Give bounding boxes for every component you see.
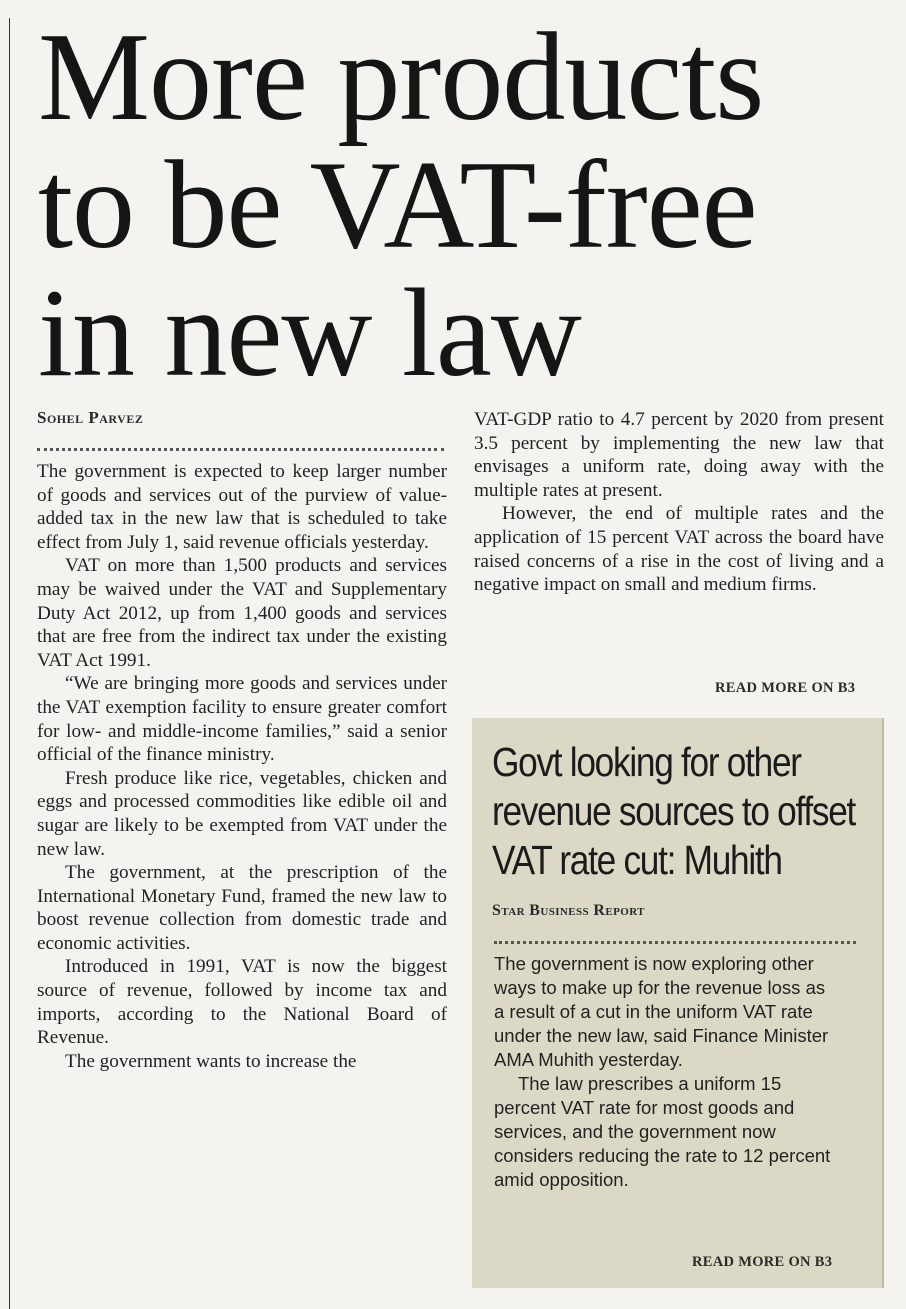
article-byline: Sohel Parvez bbox=[37, 408, 144, 427]
article-paragraph: However, the end of multiple rates and the application of 15 percent VAT across the board have raised concerns of a rise in the cost of living and a negative impact on small and medium firms. bbox=[474, 503, 884, 596]
headline-line: More products bbox=[38, 8, 764, 147]
article-read-more-link[interactable]: READ MORE ON B3 bbox=[715, 680, 856, 696]
main-headline bbox=[38, 8, 898, 403]
article-paragraph: Fresh produce like rice, vegetables, chicken and eggs and processed commodities like edible oil and sugar are likely to be exempted from VAT under the new law. bbox=[37, 767, 447, 860]
sidebar-byline: Star Business Report bbox=[492, 902, 645, 919]
sidebar-headline bbox=[492, 738, 856, 885]
sidebar-box bbox=[472, 718, 884, 1288]
sidebar-paragraph: The law prescribes a uniform 15 percent VAT rate for most goods and services, and the government now considers reducing the rate to 12 percent amid opposition. bbox=[494, 1073, 831, 1190]
sidebar-read-more-link[interactable]: READ MORE ON B3 bbox=[692, 1254, 833, 1270]
column-rule bbox=[9, 18, 10, 1309]
sidebar-paragraph: The government is now exploring other ways to make up for the revenue loss as a result of a cut in the uniform VAT rate under the new law, said Finance Minister AMA Muhith yesterday. bbox=[494, 953, 829, 1070]
headline-line: in new law bbox=[38, 264, 581, 403]
sidebar-body bbox=[494, 952, 840, 1192]
article-paragraph: VAT-GDP ratio to 4.7 percent by 2020 from present 3.5 percent by implementing the new law that envisages a uniform rate, doing away with the multiple rates at present. bbox=[474, 409, 884, 501]
article-paragraph: The government wants to increase the bbox=[65, 1050, 357, 1072]
sidebar-headline-line: revenue sources to offset bbox=[492, 788, 856, 834]
sidebar-headline-line: VAT rate cut: Muhith bbox=[492, 837, 782, 883]
article-paragraph: The government, at the prescription of the International Monetary Fund, framed the new law to boost revenue collection from domestic trade and economic activities. bbox=[37, 862, 447, 954]
article-paragraph: Introduced in 1991, VAT is now the biggest source of revenue, followed by income tax and imports, according to the National Board of Revenue. bbox=[37, 956, 447, 1049]
byline-divider bbox=[37, 448, 444, 451]
article-column-right bbox=[474, 408, 884, 597]
article-paragraph: The government is expected to keep larger number of goods and services out of the purview of value-added tax in the new law that is scheduled to take effect from July 1, said revenue officials yesterday. bbox=[37, 461, 447, 553]
article-paragraph: “We are bringing more goods and services under the VAT exemption facility to ensure greater comfort for low- and middle-income families,” said a senior official of the finance ministry. bbox=[37, 673, 447, 766]
sidebar-headline-line: Govt looking for other bbox=[492, 739, 801, 785]
article-column-left bbox=[37, 460, 447, 1073]
article-paragraph: VAT on more than 1,500 products and services may be waived under the VAT and Supplementary Duty Act 2012, up from 1,400 goods and services that are free from the indirect tax under the existing VAT Act 1991. bbox=[37, 555, 447, 671]
headline-line: to be VAT-free bbox=[38, 136, 757, 275]
sidebar-byline-divider bbox=[494, 941, 856, 944]
